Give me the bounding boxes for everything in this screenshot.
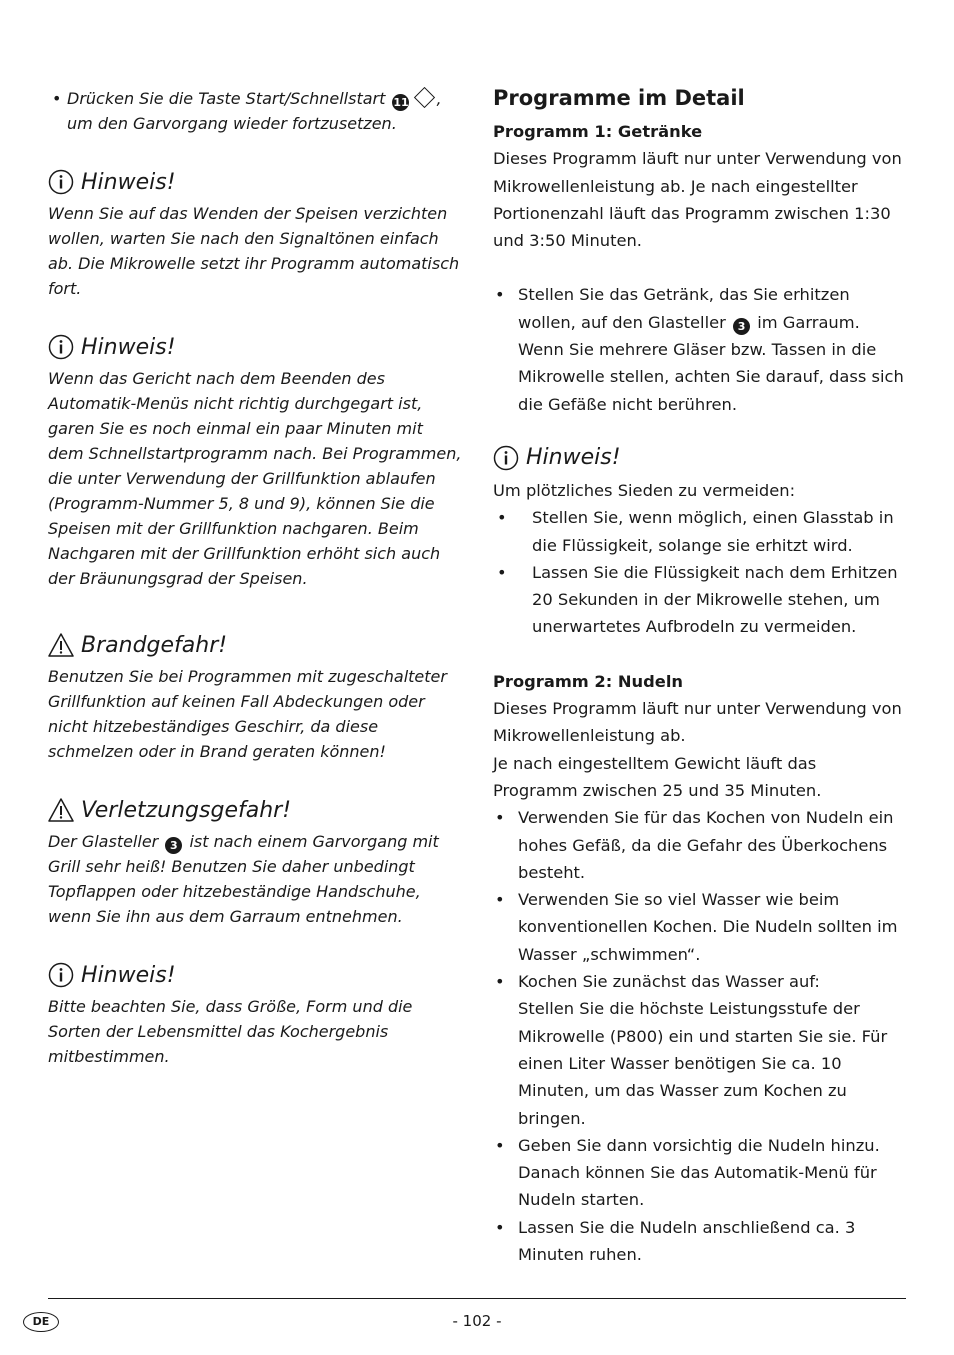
list-item: • Verwenden Sie so viel Wasser wie beim konventionellen Kochen. Die Nudeln sollten im Wasser „schwimmen“. (495, 890, 898, 964)
program-1-heading: Programm 1: Getränke (493, 122, 703, 141)
warning-heading-fire: Brandgefahr! (48, 629, 462, 661)
warning-body-fire: Benutzen Sie bei Programmen mit zugeschalteter Grillfunktion auf keinen Fall Abdeckungen oder nicht hitzebeständiges Geschirr, da diese schmelzen oder in Brand geraten können! (48, 667, 447, 761)
note-heading-2: Hinweis! (48, 331, 462, 363)
section-title: Programme im Detail (493, 86, 745, 110)
info-icon (48, 334, 74, 360)
right-column (493, 86, 905, 1268)
footer-divider (48, 1298, 906, 1299)
button-number-badge: 11 (393, 96, 409, 109)
program-1-body: Dieses Programm läuft nur unter Verwendung von Mikrowellenleistung ab. Je nach eingestellter Portionenzahl läuft das Programm zwischen 1:30 und 3:50 Minuten. (493, 149, 902, 251)
page-number: - 102 - (452, 1312, 502, 1330)
list-item: • Lassen Sie die Flüssigkeit nach dem Erhitzen 20 Sekunden in der Mikrowelle stehen, um unerwartetes Aufbrodeln zu vermeiden. (497, 562, 898, 637)
program-1-bullet: • Stellen Sie das Getränk, das Sie erhitzen wollen, auf den Glasteller 3 im Garraum. Wenn Sie mehrere Gläser bzw. Tassen in die Mikrowelle stellen, achten Sie darauf, dass sich die Gefäße nicht berühren. (495, 285, 904, 414)
note-heading-3: Hinweis! (48, 959, 462, 991)
info-icon (48, 962, 74, 988)
note-intro: Um plötzliches Sieden zu vermeiden: (493, 480, 796, 500)
list-item: • Kochen Sie zunächst das Wasser auf: Stellen Sie die höchste Leistungsstufe der Mikrowelle (P800) ein und starten Sie sie. Für einen Liter Wasser benötigen Sie ca. 10 Minuten, um das Wasser zum Kochen zu bringen. (495, 972, 888, 1128)
note-body-1: Wenn Sie auf das Wenden der Speisen verzichten wollen, warten Sie nach den Signaltönen einfach ab. Die Mikrowelle setzt ihr Programm automatisch fort. (48, 204, 460, 298)
list-item: • Verwenden Sie für das Kochen von Nudeln ein hohes Gefäß, da die Gefahr des Überkochens besteht. (495, 808, 894, 882)
note-body-2: Wenn das Gericht nach dem Beenden des Automatik-Menüs nicht richtig durchgegart ist, garen Sie es noch einmal ein paar Minuten mit dem Schnellstartprogramm nach. Bei Programmen, die unter Verwendung der Grillfunktion ablaufen (Programm-Nummer 5, 8 und 9), können Sie die Speisen mit der Grillfunktion nachgaren. Beim Nachgaren mit der Grillfunktion erhöht sich auch der Bräunungsgrad der Speisen. (48, 369, 462, 588)
program-2-body-1: Dieses Programm läuft nur unter Verwendung von Mikrowellenleistung ab. (493, 699, 902, 746)
warning-body-injury: Der Glasteller 3 ist nach einem Garvorgang mit Grill sehr heiß! Benutzen Sie daher unbedingt Topflappen oder hitzebeständige Handschuhe, wenn Sie ihn aus dem Garraum entnehmen. (48, 832, 439, 926)
warning-triangle-icon (48, 632, 74, 658)
bullet-start: • Drücken Sie die Taste Start/Schnellstart 11 , um den Garvorgang wieder fortzusetzen. (48, 86, 462, 136)
info-icon (48, 169, 74, 195)
note-body-3: Bitte beachten Sie, dass Größe, Form und die Sorten der Lebensmittel das Kochergebnis mitbestimmen. (48, 997, 413, 1066)
program-2-heading: Programm 2: Nudeln (493, 671, 684, 691)
warning-heading-injury: Verletzungsgefahr! (48, 794, 462, 826)
program-2-body-2: Je nach eingestelltem Gewicht läuft das Programm zwischen 25 und 35 Minuten. (493, 753, 822, 800)
note-heading-right: Hinweis! (493, 442, 905, 474)
list-item: • Lassen Sie die Nudeln anschließend ca. 3 Minuten ruhen. (495, 1217, 856, 1264)
left-column (48, 86, 462, 1069)
list-item: • Geben Sie dann vorsichtig die Nudeln hinzu. Danach können Sie das Automatik-Menü für Nudeln starten. (495, 1135, 880, 1210)
part-number-badge: 3 (165, 837, 182, 854)
info-icon (493, 445, 519, 471)
part-number-badge: 3 (733, 318, 750, 335)
language-badge: DE (23, 1312, 59, 1332)
start-diamond-icon (414, 87, 435, 108)
warning-triangle-icon (48, 797, 74, 823)
note-heading-1: Hinweis! (48, 166, 462, 198)
list-item: • Stellen Sie, wenn möglich, einen Glasstab in die Flüssigkeit, solange sie erhitzt wird. (497, 508, 894, 555)
